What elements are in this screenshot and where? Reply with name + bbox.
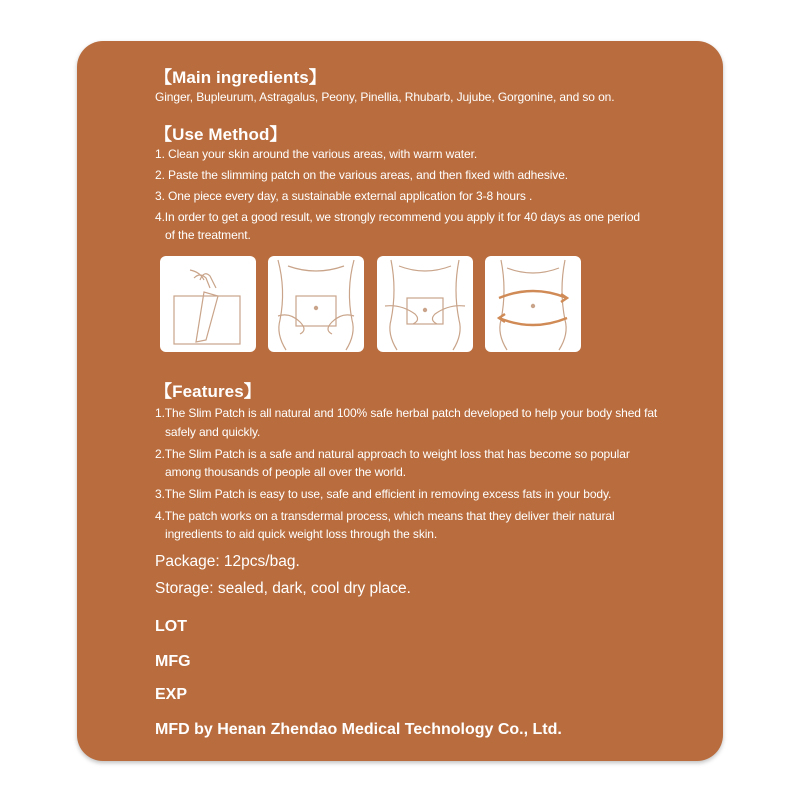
feature-4-cont: ingredients to aid quick weight loss through the skin. <box>165 527 438 541</box>
feature-2: 2.The Slim Patch is a safe and natural approach to weight loss that has become so popular <box>155 447 630 461</box>
main-ingredients-heading: 【Main ingredients】 <box>155 68 326 87</box>
use-step-2: 2. Paste the slimming patch on the various areas, and then fixed with adhesive. <box>155 168 569 182</box>
package-info: Package: 12pcs/bag. <box>155 553 300 570</box>
label-card <box>77 41 723 761</box>
manufacturer-text: MFD by Henan Zhendao Medical Technology Co., Ltd. <box>155 721 562 738</box>
use-method-heading: 【Use Method】 <box>155 125 287 144</box>
exp-label: EXP <box>155 686 188 703</box>
mfg-label: MFG <box>155 653 191 670</box>
feature-3: 3.The Slim Patch is easy to use, safe and efficient in removing excess fats in your body. <box>155 487 612 501</box>
feature-4: 4.The patch works on a transdermal process, which means that they deliver their natural <box>155 509 615 523</box>
patch-press-icon <box>377 256 473 352</box>
patch-massage-icon <box>485 256 581 352</box>
feature-2-cont: among thousands of people all over the world. <box>165 465 406 479</box>
use-step-4-cont: of the treatment. <box>165 228 251 242</box>
feature-1-cont: safely and quickly. <box>165 425 261 439</box>
lot-label: LOT <box>155 618 187 635</box>
patch-navel-icon <box>268 256 364 352</box>
ingredients-text: Ginger, Bupleurum, Astragalus, Peony, Pinellia, Rhubarb, Jujube, Gorgonine, and so on. <box>155 90 615 104</box>
storage-info: Storage: sealed, dark, cool dry place. <box>155 580 411 597</box>
patch-peel-icon <box>160 256 256 352</box>
use-step-4: 4.In order to get a good result, we strongly recommend you apply it for 40 days as one period <box>155 210 640 224</box>
feature-1: 1.The Slim Patch is all natural and 100% safe herbal patch developed to help your body shed fat <box>155 406 658 420</box>
features-heading: 【Features】 <box>155 382 261 401</box>
use-step-3: 3. One piece every day, a sustainable external application for 3-8 hours . <box>155 189 533 203</box>
use-step-1: 1. Clean your skin around the various areas, with warm water. <box>155 147 478 161</box>
